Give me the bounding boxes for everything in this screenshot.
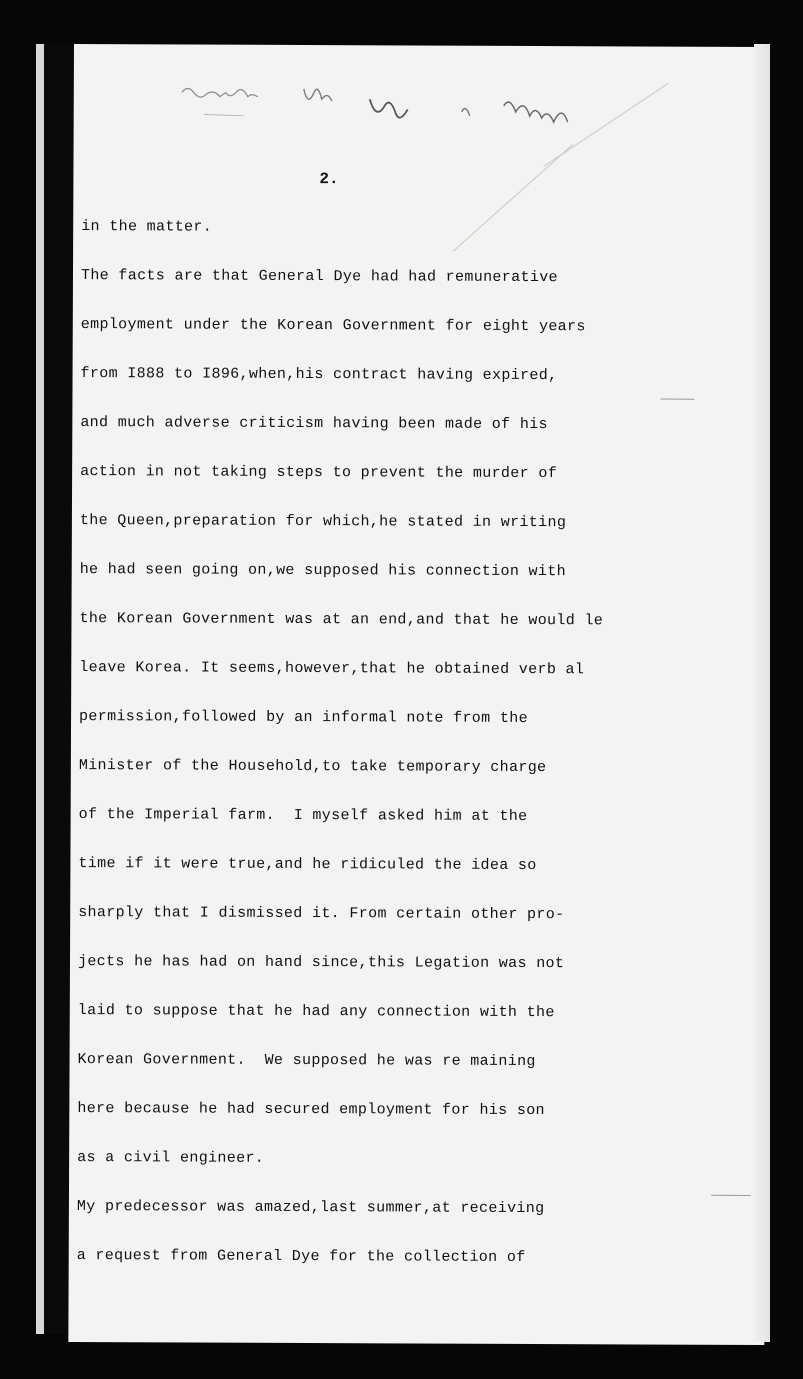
text-line: Korean Government. We supposed he was re maining (77, 1051, 536, 1071)
text-line: here because he had secured employment for his son (77, 1100, 545, 1120)
handwritten-annotation (174, 74, 614, 146)
text-line: a request from General Dye for the collection of (76, 1247, 526, 1266)
text-line: sharply that I dismissed it. From certain other pro- (78, 904, 565, 924)
text-line: and much adverse criticism having been made of his (80, 414, 548, 434)
document-page (68, 44, 770, 1345)
film-edge-strip (36, 44, 44, 1334)
margin-mark-2 (711, 1195, 751, 1196)
text-line: as a civil engineer. (77, 1149, 265, 1167)
text-line: action in not taking steps to prevent the murder of (80, 463, 558, 483)
text-line: employment under the Korean Government for eight years (80, 316, 586, 336)
text-line: My predecessor was amazed,last summer,at receiving (76, 1198, 545, 1218)
text-line: Minister of the Household,to take temporary charge (78, 757, 547, 777)
text-line: jects he has had on hand since,this Legation was not (77, 953, 565, 973)
text-line: the Korean Government was at an end,and that he would le (79, 610, 604, 630)
paper-crease (453, 144, 573, 251)
text-line: the Queen,preparation for which,he stated in writing (79, 512, 567, 532)
margin-mark (660, 399, 694, 400)
text-line: from I888 to I896,when,his contract having expired, (80, 365, 558, 385)
text-line: time if it were true,and he ridiculed the idea so (78, 855, 537, 875)
text-line: he had seen going on,we supposed his connection with (79, 561, 567, 581)
text-line: laid to suppose that he had any connection with the (77, 1002, 555, 1022)
page-right-edge (754, 44, 770, 1342)
text-line: permission,followed by an informal note from the (79, 708, 528, 727)
text-line: in the matter. (81, 218, 213, 236)
text-line: leave Korea. It seems,however,that he obtained verb al (79, 659, 585, 679)
text-line: The facts are that General Dye had had remunerative (80, 267, 558, 287)
text-line: of the Imperial farm. I myself asked him at the (78, 806, 528, 825)
page-number: 2. (319, 170, 339, 189)
